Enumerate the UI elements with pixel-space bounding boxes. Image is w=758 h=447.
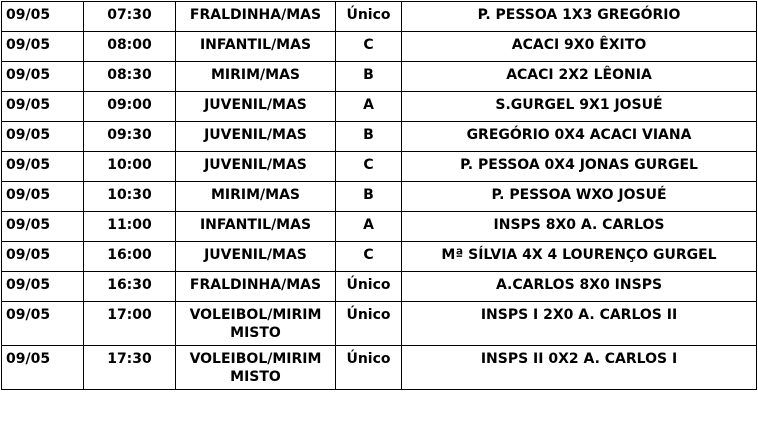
time-cell: 09:30 bbox=[84, 122, 176, 152]
table-row bbox=[2, 32, 757, 62]
time-cell: 07:30 bbox=[84, 2, 176, 32]
result-cell: Mª SÍLVIA 4X 4 LOURENÇO GURGEL bbox=[402, 242, 757, 272]
games-table bbox=[1, 1, 757, 390]
group-cell: C bbox=[336, 152, 402, 182]
category-cell: JUVENIL/MAS bbox=[176, 152, 336, 182]
table-row bbox=[2, 152, 757, 182]
group-cell: B bbox=[336, 182, 402, 212]
category-cell: FRALDINHA/MAS bbox=[176, 272, 336, 302]
time-cell: 17:00 bbox=[84, 302, 176, 346]
table-row bbox=[2, 272, 757, 302]
table-row bbox=[2, 182, 757, 212]
group-cell: Único bbox=[336, 2, 402, 32]
category-line-2: MISTO bbox=[230, 325, 281, 341]
result-cell: INSPS I 2X0 A. CARLOS II bbox=[402, 302, 757, 346]
time-cell: 09:00 bbox=[84, 92, 176, 122]
date-cell: 09/05 bbox=[2, 182, 84, 212]
time-cell: 10:30 bbox=[84, 182, 176, 212]
category-line-2: MISTO bbox=[230, 369, 281, 385]
category-cell: MIRIM/MAS bbox=[176, 182, 336, 212]
category-cell bbox=[176, 346, 336, 390]
category-cell: FRALDINHA/MAS bbox=[176, 2, 336, 32]
result-cell: GREGÓRIO 0X4 ACACI VIANA bbox=[402, 122, 757, 152]
date-cell: 09/05 bbox=[2, 212, 84, 242]
time-cell: 11:00 bbox=[84, 212, 176, 242]
group-cell: Único bbox=[336, 346, 402, 390]
table-row bbox=[2, 92, 757, 122]
table-row bbox=[2, 2, 757, 32]
result-cell: S.GURGEL 9X1 JOSUÉ bbox=[402, 92, 757, 122]
result-cell: P. PESSOA 1X3 GREGÓRIO bbox=[402, 2, 757, 32]
result-cell: INSPS 8X0 A. CARLOS bbox=[402, 212, 757, 242]
category-cell: INFANTIL/MAS bbox=[176, 212, 336, 242]
table-row bbox=[2, 242, 757, 272]
time-cell: 16:00 bbox=[84, 242, 176, 272]
date-cell: 09/05 bbox=[2, 302, 84, 346]
date-cell: 09/05 bbox=[2, 122, 84, 152]
group-cell: Único bbox=[336, 272, 402, 302]
table-row bbox=[2, 346, 757, 390]
category-cell: JUVENIL/MAS bbox=[176, 122, 336, 152]
group-cell: A bbox=[336, 212, 402, 242]
category-line-1: VOLEIBOL/MIRIM bbox=[189, 351, 322, 367]
time-cell: 08:00 bbox=[84, 32, 176, 62]
date-cell: 09/05 bbox=[2, 62, 84, 92]
result-cell: P. PESSOA WXO JOSUÉ bbox=[402, 182, 757, 212]
category-line-1: VOLEIBOL/MIRIM bbox=[189, 307, 322, 323]
date-cell: 09/05 bbox=[2, 2, 84, 32]
result-cell: ACACI 9X0 ÊXITO bbox=[402, 32, 757, 62]
table-row bbox=[2, 302, 757, 346]
time-cell: 08:30 bbox=[84, 62, 176, 92]
category-cell: JUVENIL/MAS bbox=[176, 92, 336, 122]
table-row bbox=[2, 122, 757, 152]
group-cell: C bbox=[336, 32, 402, 62]
date-cell: 09/05 bbox=[2, 346, 84, 390]
table-row bbox=[2, 62, 757, 92]
group-cell: B bbox=[336, 122, 402, 152]
date-cell: 09/05 bbox=[2, 92, 84, 122]
result-cell: ACACI 2X2 LÊONIA bbox=[402, 62, 757, 92]
date-cell: 09/05 bbox=[2, 242, 84, 272]
category-cell: JUVENIL/MAS bbox=[176, 242, 336, 272]
group-cell: C bbox=[336, 242, 402, 272]
date-cell: 09/05 bbox=[2, 32, 84, 62]
date-cell: 09/05 bbox=[2, 272, 84, 302]
category-cell: MIRIM/MAS bbox=[176, 62, 336, 92]
group-cell: B bbox=[336, 62, 402, 92]
result-cell: P. PESSOA 0X4 JONAS GURGEL bbox=[402, 152, 757, 182]
time-cell: 16:30 bbox=[84, 272, 176, 302]
group-cell: A bbox=[336, 92, 402, 122]
time-cell: 17:30 bbox=[84, 346, 176, 390]
category-cell bbox=[176, 302, 336, 346]
category-cell: INFANTIL/MAS bbox=[176, 32, 336, 62]
group-cell: Único bbox=[336, 302, 402, 346]
result-cell: INSPS II 0X2 A. CARLOS I bbox=[402, 346, 757, 390]
result-cell: A.CARLOS 8X0 INSPS bbox=[402, 272, 757, 302]
date-cell: 09/05 bbox=[2, 152, 84, 182]
time-cell: 10:00 bbox=[84, 152, 176, 182]
table-row bbox=[2, 212, 757, 242]
